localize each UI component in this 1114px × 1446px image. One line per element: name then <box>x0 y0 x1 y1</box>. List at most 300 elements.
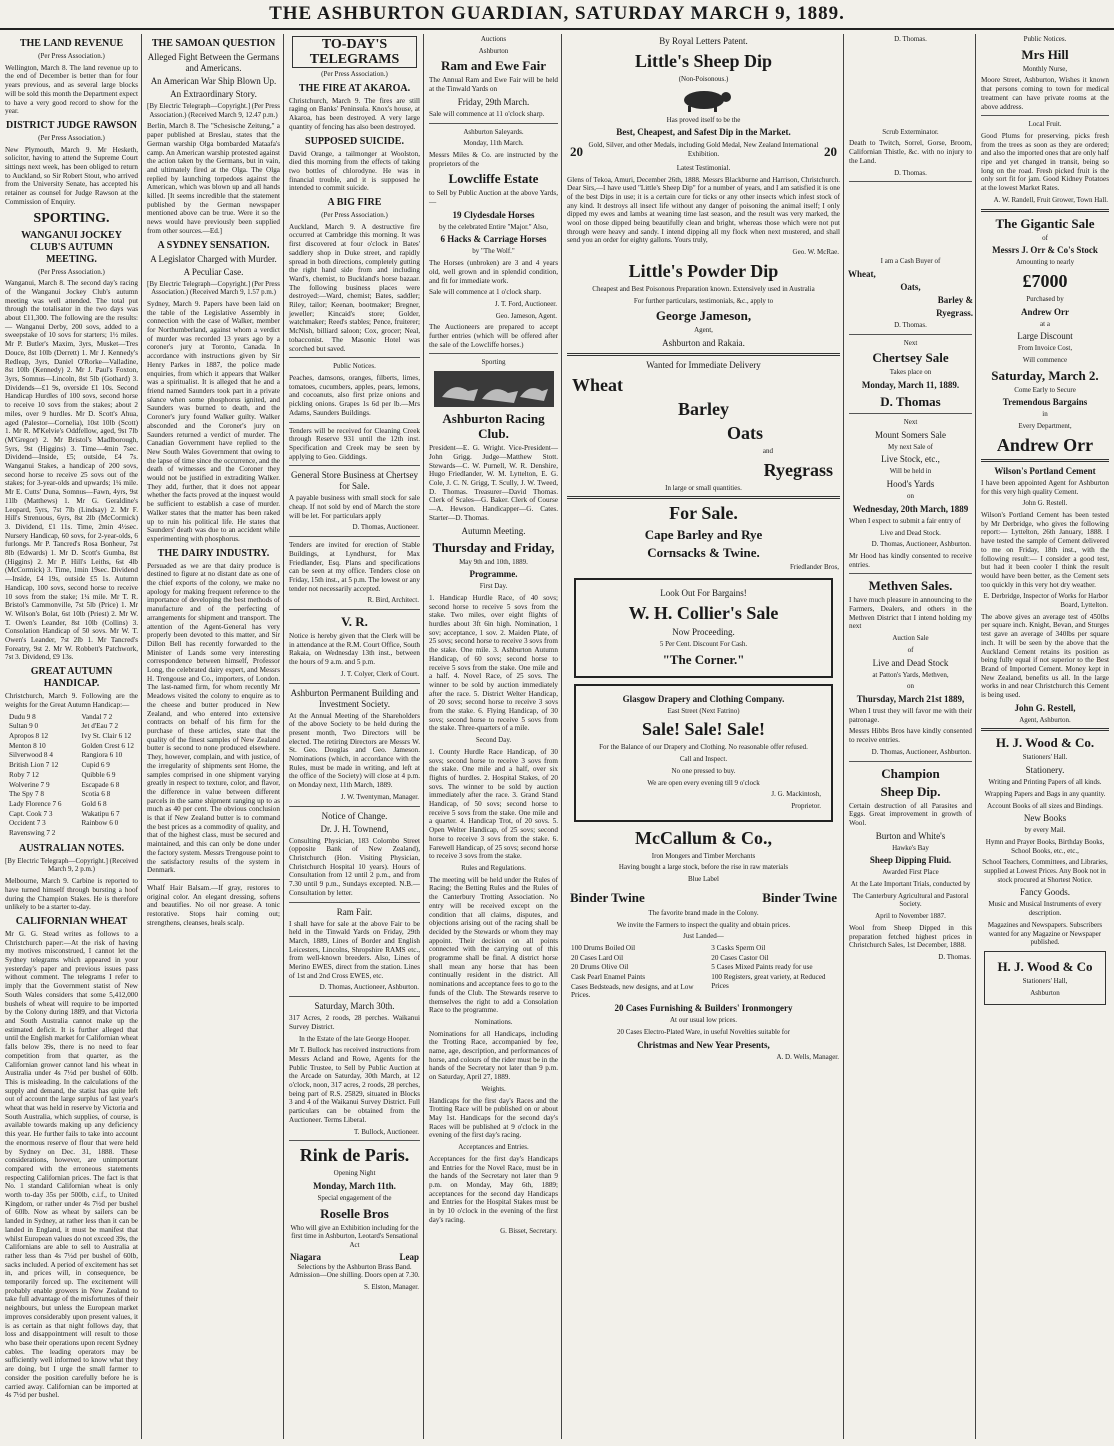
auction-of: of <box>907 645 914 654</box>
divider <box>289 683 420 684</box>
list-item: Silverwood 8 4 <box>9 751 53 760</box>
list-item: Cases Bedsteads, new designs, and at Low Prices. <box>571 982 694 1000</box>
dipping-fluid: Sheep Dipping Fluid. <box>869 855 952 866</box>
notice-text: When I trust they will favor me with their patronage. <box>849 706 972 724</box>
column-6 <box>846 34 976 1439</box>
buyer-line: I am a Cash Buyer of <box>880 257 941 266</box>
section-heading: D. Thomas. <box>894 35 927 43</box>
list-item: Rainbow 6 0 <box>81 819 119 828</box>
chertsey-heading: Chertsey Sale <box>872 350 949 366</box>
powder-dip-text: Cheapest and Best Poisonous Preparation known. Extensively used in Australia <box>592 284 815 293</box>
rink-act-right: Leap <box>399 1251 419 1262</box>
notice-text: At the Annual Meeting of the Shareholders of the above Society to be held during the present month, Two Directors will be elected. The retiring Directors are Messrs W. St. Geo. Douglas and Geo. Jameson. Nominations (which, in accordance with the Rules, must be made in writing, and left at the office of the Society) will close at 4 p.m. on Monday next, 11th March, 1889. <box>289 711 420 790</box>
weights-table <box>6 713 137 839</box>
live-stock: Live Stock, etc., <box>881 454 940 465</box>
rink-date: Monday, March 11th. <box>313 1180 396 1191</box>
californian-wheat-heading: CALIFORNIAN WHEAT <box>15 915 128 927</box>
source-note: [By Electric Telegraph—Copyright.] (Per Press Association.) (Received March 9, 12.47 p.m.) <box>147 102 280 119</box>
crop-oats: Oats <box>727 422 763 443</box>
meeting-dates: Thursday and Friday, <box>432 539 555 555</box>
stationery-heading: Stationery. <box>1025 765 1065 776</box>
notice-text: to Sell by Public Auction at the above Yards,— <box>429 189 558 207</box>
notice-text: I have been appointed Agent for Ashburton for this very high quality Cement. <box>981 478 1109 496</box>
landed-heading: Just Landed— <box>683 932 724 941</box>
list-item: British Lion 7 12 <box>9 761 59 770</box>
divider <box>289 609 420 610</box>
testimonial-heading: Latest Testimonial. <box>676 163 731 172</box>
notice-text: Mr Hood has kindly consented to receive entries. <box>849 551 972 569</box>
suicide-heading: SUPPOSED SUICIDE. <box>305 135 404 147</box>
acceptances-text: Acceptances for the first day's Handicaps and Entries for the Novel Race, must be in the hands of the Secretary not later than 9 p.m. on Monday, May 6th, 1889; acceptances for the second day Handicaps and Entries for the Hospital Stakes must be in by 10 o'clock in the evening of the first day's racing. <box>429 1154 558 1224</box>
list-item: Ivy St. Clair 6 12 <box>81 732 132 740</box>
divider <box>981 209 1109 212</box>
notice-text: Peaches, damsons, oranges, filberts, limes, tomatoes, cucumbers, apples, pears, lemons, and cocoanuts, also first prize onions and pickling onions. Grapes 1s 6d per lb.—Mrs Adams, Saunders Buildings. <box>289 373 420 417</box>
hill-role: Monthly Nurse, <box>1022 64 1068 73</box>
andrew-orr-footer: Andrew Orr <box>996 434 1094 455</box>
horse-race-engraving-icon <box>434 371 554 407</box>
notice-text: Messrs Hibbs Bros have kindly consented to receive entries. <box>849 727 972 745</box>
rink-subheading: Who will give an Exhibition including for the first time in Ashburton, Leotard's Sensational Act <box>290 1223 419 1250</box>
notice-text: A payable business with small stock for sale cheap. If not sold by end of March the store will be let. For particulars apply <box>289 494 420 520</box>
signature: Geo. W. McRae. <box>792 248 839 257</box>
list-item: Jet d'Eau 7 2 <box>81 722 119 731</box>
sheep-dip-line: Has proved itself to be the <box>666 115 741 124</box>
spacer <box>846 186 975 256</box>
signature: J. W. Twentyman, Manager. <box>340 792 419 801</box>
patent-line: By Royal Letters Patent. <box>659 36 748 46</box>
article-text: Christchurch, March 9. The fires are still raging on Banks' Peninsula. Knox's house, at Akaroa, has been destroyed. A very large quantity of fencing has also been destroyed. <box>289 96 420 131</box>
notice-date: Monday, 11th March. <box>463 139 524 148</box>
binder-twine-left: Binder Twine <box>570 889 645 905</box>
signature: J. T. Ford, Auctioneer. <box>494 299 557 308</box>
list-item: Gold 6 8 <box>81 799 107 808</box>
masthead <box>0 0 1114 30</box>
glasgow-text: For the Balance of our Drapery and Clothing. No reasonable offer refused. <box>599 743 808 752</box>
racing-club-heading: Ashburton Racing Club. <box>442 411 545 442</box>
restell-role: Agent, Ashburton. <box>1019 715 1071 724</box>
wanted-heading: Wanted for Immediate Delivery <box>646 359 761 370</box>
list-item: Sultan 9 0 <box>9 722 39 731</box>
divider <box>981 459 1109 462</box>
glasgow-inspect: Call and Inspect. <box>679 755 728 764</box>
list-item: Wakatipu 6 7 <box>81 809 120 818</box>
notice-text: I have much pleasure in announcing to the Farmers, Dealers, and others in the Methven District that I intend holding my next <box>849 596 972 631</box>
list-item: Escapade 6 8 <box>81 780 120 789</box>
notice-text: Mr T. Bullock has received instructions from Messrs Acland and Rowe, Agents for the Public Trustee, to Sell by Public Auction at the Arcade on Saturday, 30th March, at 12 o'clock, noon, 317 acres, 2 roods, 28 perches, being part of R.S. 25829, situated in Blocks 3 and 4 of the Waikanui Survey District. Full particulars can be obtained from the Auctioneer. Terms Liberal. <box>289 1046 420 1124</box>
section-heading: Sporting <box>481 358 506 367</box>
subheading: A Peculiar Case. <box>183 266 244 277</box>
crown-initials: V. R. <box>341 614 368 630</box>
source-note: [By Electric Telegraph—Copyright.] (Per Press Association.) (Received March 9, 1.57 p.m.) <box>147 279 280 297</box>
glasgow-heading: Glasgow Drapery and Clothing Company. <box>622 693 785 704</box>
wrapping-papers: Wrapping Papers and Bags in any quantity. <box>984 789 1106 798</box>
agent-name: George Jameson, <box>655 308 752 324</box>
notice-text: Good Plums for preserving, picks fresh from the trees as soon as they are ordered; and also the imported ones that are only half ripe and yet changed in transit, being so long on the road. Fresh picked fruit is the only sort fit for jam. Good Kidney Potatoes at the lowest Market Rates. <box>981 131 1109 193</box>
rink-subheading: Opening Night <box>333 1169 376 1178</box>
estate-name: Lowcliffe Estate <box>448 171 539 187</box>
sheep-dip-subheading: (Non-Poisonous.) <box>678 75 729 83</box>
rink-act <box>290 1253 419 1262</box>
source-note: (Per Press Association.) <box>38 52 105 60</box>
meeting-subheading: May 9th and 10th, 1889. <box>459 557 528 566</box>
buy-barley: Barley & <box>937 294 973 305</box>
list-item: Cupid 6 9 <box>81 761 110 770</box>
notice-text: Wool from Sheep Dipped in this preparation fetched highest prices in Christchurch Sales, 1st December, 1888. <box>849 923 972 950</box>
ram-fair-heading: Ram and Ewe Fair <box>440 58 547 74</box>
signature: E. Derbridge, Inspector of Works for Harbor Board, Lyttelton. <box>983 592 1108 610</box>
sale-banner: Sale! Sale! Sale! <box>642 719 765 740</box>
signature: D. Thomas. <box>894 320 927 329</box>
signature: D. Thomas. <box>938 952 971 961</box>
nominations-heading: Nominations. <box>474 1017 513 1026</box>
signature: J. T. Colyer, Clerk of Court. <box>340 669 419 678</box>
list-item: Wolverine 7 9 <box>9 780 50 789</box>
newspaper-title: THE ASHBURTON GUARDIAN, SATURDAY MARCH 9, 1889. <box>269 3 845 24</box>
section-heading: Public Notices. <box>1023 35 1067 43</box>
rink-performers: Roselle Bros <box>320 1205 389 1221</box>
day-heading: Second Day. <box>475 736 512 745</box>
signature: D. Thomas. <box>894 168 927 177</box>
signature: Geo. Jameson, Agent. <box>495 311 557 320</box>
article-text: Mr G. G. Stead writes as follows to a Christchurch paper:—At the risk of having my motives misconstrued, I cannot let the Sydney telegrams which appeared in your yesterday's paper and previous issues pass without comment. The telegrams I refer to imply that the Government statist of New South Wales considers that some 5,412,000 bushels of wheat will require to be imported by the Colony during 1889, and that Victoria and South Australia cannot make up the estimated deficit. It is further alleged that until the English market for Californian wheat falls below 39s, there is no need to fear competition from that quarter, as the Californian grower cannot land his wheat in Australia under 4s 7½d per bushel of 60lb. This is misleading. In the calculations of the supply and demand, the statist has quite left out of account the large surplus of last year's wheat that was held in reserve by Victoria and South Australia, which supplies, of course, is available towards making up any deficiency this year. He further fails to take into account the enormous reserve of flour that were held by Sydney on Dec. 31, 1888. These considerations, however, are unimportant compared with the erroneous statements respecting Californian prices. The fact is that No. 1 standard Californian wheat is only worth to-day 35s per 500lb, c.i.f., to United Kingdom, or rather under 4s 7½d per bushel of 60lb. Now as wheat by sailers can be landed in Sydney, at rather less than it can be landed in England, it must be manifest that whilst European values do not exceed 39s, the Californians are able to sell to Australia at rather less than 4s 7½d per bushel of 60lb, sacks included. A period of excitement has set in, and prices will, in consequence, be temporarily forced up. The excitement will probably enable growers in New Zealand to take full advantage of the misfortunes of their neighbours, but unless the European market improves considerably upon present values, it is as certain as that night follows day, that loss and disappointment will result to those who base their operations upon recent Sydney cables. The leading operators may be sufficiently well informed to know what they are doing, but I urge the small farmer to consider the position carefully before he is carried away. Californian can be imported at 4s 7½d per bushel. <box>5 929 138 1400</box>
every-mail: by every Mail. <box>1024 826 1066 835</box>
cornsacks: Cornsacks & Twine. <box>647 545 760 561</box>
divider <box>849 761 972 762</box>
meeting-heading: Autumn Meeting. <box>461 525 526 536</box>
for-sale-heading: For Sale. <box>669 503 738 524</box>
column-3 <box>286 34 424 1439</box>
column-1 <box>2 34 142 1439</box>
notice-text: 317 Acres, 2 roods, 28 perches. Waikanui Survey District. <box>289 1014 420 1031</box>
divider <box>849 181 972 182</box>
article-text: Berlin, March 8. The "Schesische Zeitung," a paper published at Breslau, states that the German warship Olga bombarded Mataafa's camp. An American warship protested against the action taken by the Germans, but in vain, and ultimately fired at the Olga. The Olga replied by launching torpedoes against the American, which was blown up and all hands killed. [It seems incredible that the statement published by the German newspaper mentioned above can be true. Were it so the news would have previously been supplied from other sources.—Ed.] <box>147 122 280 235</box>
notice-text: The above gives an average test of 450lbs per square inch. Knight, Bevan, and Sturges test gave an average of 340lbs per square inch. It will be seen by the above that the Auckland Cement retains its position as being fully equal if not superior to the Best Brand of Imported Cement. Money kept in New Zealand, benefits us all. In the large works in and near Christchurch this Cement is being used. <box>981 612 1109 700</box>
subheading: Alleged Fight Between the Germans and Americans. <box>147 52 280 73</box>
wood-heading: H. J. Wood & Co. <box>995 735 1095 751</box>
akaroa-heading: THE FIRE AT AKAROA. <box>298 82 411 94</box>
rink-heading: Rink de Paris. <box>299 1145 410 1166</box>
divider <box>289 422 420 423</box>
nominations-text: Nominations for all Handicaps, including the Trotting Race, accompanied by fee, name, age, description, and performances of horse, and colours of the rider must be in the hands of the Secretary not later than 9 p.m. on Saturday, April 27, 1889. <box>429 1029 558 1082</box>
auction-on: on <box>907 682 914 691</box>
blue-label: Blue Label <box>688 875 719 884</box>
rules-heading: Rules and Regulations. <box>461 864 526 872</box>
collier-sale-heading: W. H. Collier's Sale <box>628 603 779 624</box>
conjunction: and <box>762 446 773 455</box>
section-heading: Public Notices. <box>333 362 376 371</box>
notice-text: Moore Street, Ashburton, Wishes it known that persons coming to town for medical treatment can have private rooms at the above address. <box>981 76 1109 111</box>
rink-subheading: Special engagement of the <box>317 1193 392 1202</box>
wood-footer: H. J. Wood & Co <box>997 959 1093 974</box>
notice-heading: Notice of Change. <box>321 810 388 821</box>
crop-wheat: Wheat <box>572 374 623 395</box>
collier-discount: 5 Per Cent. Discount For Cash. <box>659 640 748 649</box>
magazines-line: Magazines and Newspapers. Subscribers wanted for any Magazine or Newspaper published. <box>987 920 1103 947</box>
auction-live: Live and Dead Stock <box>872 657 949 668</box>
divider <box>289 806 420 807</box>
signature: S. Elston, Manager. <box>363 1282 419 1291</box>
notice-heading: Ashburton Permanent Building and Investment Society. <box>290 687 419 709</box>
column-2 <box>144 34 284 1439</box>
glasgow-open: We are open every evening till 9 o'clock <box>647 778 760 787</box>
weights-right-list <box>78 713 137 839</box>
divider <box>567 353 840 356</box>
signature: A. W. Randell, Fruit Grower, Town Hall. <box>993 195 1108 204</box>
live-dead: Live and Dead Stock. <box>880 528 941 537</box>
hill-heading: Mrs Hill <box>1021 46 1069 62</box>
chertsey-date: Monday, March 11, 1889. <box>861 380 960 391</box>
usual-prices: At our usual low prices. <box>669 1016 738 1025</box>
notice-heading: General Store Business at Chertsey for Sale. <box>291 470 418 492</box>
judge-rawson-heading: DISTRICT JUDGE RAWSON <box>6 119 137 131</box>
held-line: Will be held in <box>889 467 932 476</box>
notice-text: I shall have for sale at the above Fair to be held in the Tinwald Yards on Friday, 29th March, 1889, Lines of Border and English Leicesters, Lincolns, Shropshire RAMS etc., from well-known breeders. Also, Lines of Merino EWES, direct from the station. Lines of 1st and 2nd Cross EWES, etc. <box>289 919 420 980</box>
binder-twine-right: Binder Twine <box>762 889 837 905</box>
programme-text: 1. County Hurdle Race Handicap, of 30 sovs; second horse to receive 3 sovs from the stake. One mile and a half, over six flights of hurdles. 2. Hospital Stakes, of 20 sovs. The winner to be sold by auction immediately after the race. 3. Grand Stand Handicap, of 50 sovs; second horse to receive 5 sovs from the stake. One mile and a quarter. 4. Handicap Trot, of 20 sovs. 5. Open Welter Handicap, of 25 sovs; second horse to receive 3 sovs from the stake. 6. Farewell Handicap, of 25 sovs; second horse to receive 3 sovs from the stake. <box>429 747 558 861</box>
signature-role: Proprietor. <box>791 801 821 810</box>
amounting-line: Amounting to nearly <box>1015 258 1075 267</box>
notice-text: The Horses (unbroken) are 3 and 4 years old, well grown and in splendid condition, and fit for immediate work. <box>429 259 558 285</box>
list-item: Occident 7 3 <box>9 819 46 828</box>
stationers-hall: Stationers' Hall. <box>1022 753 1068 762</box>
cape-barley: Cape Barley and Rye <box>644 527 763 543</box>
notice-text: Wilson's Portland Cement has been tested by Mr Derbridge, who gives the following report:— Lyttelton, 26th January, 1888. I have tested the sample of Cement delivered to me on Friday, 18th inst., with the following result:— I consider a good test, but had it been cooler I think the result would have been better, as the Cement sets too quickly in this very hot dry weather. <box>981 510 1109 589</box>
orr-stock: Messrs J. Orr & Co's Stock <box>992 245 1098 256</box>
hymn-books: Hymn and Prayer Books, Birthday Books, School Books, etc., etc., <box>985 837 1105 855</box>
hoods-yards: Hood's Yards <box>886 479 935 490</box>
school-line: School Teachers, Committees, and Libraries, supplied at Lowest Prices. Any Book not in stock procured at Shortest Notice. <box>982 858 1108 884</box>
restell-name: John G. Restell, <box>1014 702 1076 713</box>
list-item: Scotia 6 8 <box>81 790 111 799</box>
cement-heading: Wilson's Portland Cement <box>994 465 1096 476</box>
telegrams-heading: TO-DAY'S TELEGRAMS <box>292 36 417 68</box>
land-revenue-heading: THE LAND REVENUE <box>19 38 124 49</box>
weights-left-list <box>6 713 65 839</box>
divider <box>849 573 972 574</box>
subheading: An Extraordinary Story. <box>170 89 257 99</box>
wood-footer-box <box>984 951 1106 1005</box>
lot-heading: 19 Clydesdale Horses <box>452 209 535 220</box>
section-heading: Auctions <box>480 35 507 43</box>
list-item: 5 Cases Mixed Paints ready for use <box>711 963 813 972</box>
notice-text: The Annual Ram and Ewe Fair will be held at the Tinwald Yards on <box>429 76 558 94</box>
notice-text: Tenders will be received for Cleaning Creek through Reserve 931 until the 12th inst. Specification and Creek may be seen by applying to Geo. Giddings. <box>289 426 420 461</box>
notice-heading: Saturday, March 30th. <box>314 1001 395 1012</box>
notice-text: President—E. G. Wright. Vice-President—John Grigg. Judge—Matthew Stott. Stewards—C. W. Purnell, W. R. Denshire, Hugo Friedlander, W. M. Lyttelton, E. G. Cole, J. C. N. Grigg, T. Scully, J. W. Tweed, D. Thomas. Treasurer—David Thomas. Clerk of Scales—G. Baker. Clerk of Course—A. Hewson. Handicapper—G. Cates. Starter—D. Thomas. <box>429 444 558 522</box>
commence-line: Will commence <box>1022 356 1068 365</box>
list-item: Apropos 8 12 <box>9 732 49 740</box>
divider <box>849 413 972 414</box>
quantity-note: In large or small quantities. <box>665 483 742 492</box>
acceptances-heading: Acceptances and Entries. <box>458 1143 529 1152</box>
subheading: An American War Ship Blown Up. <box>150 76 277 86</box>
buy-ryegrass: Ryegrass. <box>936 307 973 318</box>
sheep-dip-heading: Sheep Dip. <box>880 783 941 799</box>
list-item: Menton 8 10 <box>9 741 46 750</box>
notice-heading: Ram Fair. <box>336 906 373 917</box>
signature: D. Thomas, Auctioneer. <box>352 523 419 532</box>
thursday-date: Thursday, March 21st 1889, <box>856 693 965 704</box>
notice-text: Death to Twitch, Sorrel, Gorse, Broom, Californian Thistle, &c. with no injury to the Land. <box>849 139 972 165</box>
lookout-line: Look Out For Bargains! <box>660 588 747 599</box>
divider <box>289 465 420 466</box>
notice-heading: Ashburton Saleyards. <box>463 127 524 136</box>
every-department: Every Department, <box>1018 422 1072 431</box>
agent-role: Agent, <box>694 326 713 335</box>
stationers-footer: Stationers' Hall, <box>1022 977 1068 985</box>
andrew-orr: Andrew Orr <box>1020 306 1070 317</box>
at-a-line: at a <box>1040 319 1050 328</box>
article-text: Christchurch, March 9. Following are the weights for the Great Autumn Handicap:— <box>5 692 138 709</box>
scrub-heading: Scrub Exterminator. <box>882 127 939 136</box>
signature: G. Bisset, Secretary. <box>500 1227 557 1236</box>
saturday-date: Saturday, March 2. <box>991 367 1099 383</box>
of-line: of <box>1042 233 1048 242</box>
list-item: 100 Drums Boiled Oil <box>571 943 636 952</box>
samoan-heading: THE SAMOAN QUESTION <box>151 38 276 49</box>
list-item: Vandal 7 2 <box>81 712 113 721</box>
lot-note: by the celebrated Entire "Major." Also, <box>439 222 548 231</box>
binder-subheading: The favorite brand made in the Colony. <box>648 908 759 917</box>
article-text: New Plymouth, March 9. Mr Hesketh, solicitor, having to attend the Supreme Court sittings next week, has been obliged to return to Auckland, so Sir Robert Stout, who arrived from the University Senate, has accepted his retainer as counsel for Judge Rawson at the Commission of Enquiry. <box>5 145 138 206</box>
ashburton-footer: Ashburton <box>1030 988 1060 997</box>
in-line: in <box>1042 410 1048 419</box>
early-line: Come Early to Secure <box>1014 385 1076 394</box>
list-item: Golden Crest 6 12 <box>81 741 134 750</box>
list-item: 20 Cases Lard Oil <box>571 953 624 962</box>
signature: Friedlander Bros, <box>790 563 839 572</box>
glasgow-pressed: No one pressed to buy. <box>671 766 736 775</box>
notice-text: Certain destruction of all Parasites and Eggs. Great improvement in growth of Wool. <box>849 801 972 827</box>
australian-notes-heading: AUSTRALIAN NOTES. <box>18 842 125 854</box>
notice-heading: Dr. J. H. Townend, <box>320 823 389 834</box>
mount-sub: My next Sale of <box>888 442 933 451</box>
article-text: David Orange, a tailmonger at Woolston, died this morning from the effects of taking two bottles of chlorodyne. He was in financial trouble, and it is supposed he intended to commit suicide. <box>289 149 420 193</box>
awarded-line: Awarded First Place <box>882 868 939 877</box>
lot-note: by "The Wolf." <box>472 247 515 256</box>
day-heading: First Day. <box>479 582 508 591</box>
powder-dip-note: For further particulars, testimonials, &c., apply to <box>633 296 774 305</box>
champion-heading: Champion <box>881 765 940 781</box>
list-item: Roby 7 12 <box>9 770 39 779</box>
article-text: Wanganui, March 8. The second day's racing of the Wanganui Jockey Club's autumn meeting was well attended. The total put through the totalisator in the two days was about £11,300. The following are the results:— Wanganui Derby, 200 sovs, added to a sweepstake of 10 sovs for starters; 1½ miles. Mr P. Butler's Maxim, 3yrs, Musket—Tres Douce, 8st 10lb (Derrett) 1. Mr J. Kennedy's Redleap, 3yrs, Daniel O'Rorke—Valladine, 8st 10lb (Kennedy) 2. Mr J. Paul's Foxton, 3yrs, Somnus—Lincoln, 8st 5lb (Gothard) 3. Dividends—£1 9s, overside £1 10s. Second Handicap Hurdles of 100 sovs, second horse to receive 10 sovs from the stakes; about 2 miles, over 9 hurdles. Mr D. Scott's Ahua, aged (Palestor—Cornelia), 10st 10lb (Scott) 1. Mr R. M'Kelvie's Oddfellow, aged, 9st 7lb (M'Gregor) 2. Mr Bristol's Madlborough, 5yrs, 9st (Higgins) 3. Time—4min 7sec. Dividend—Inside, £5; outside, £4 7s. Wanganui Stakes, a handicap of 200 sovs, second horse to receive 25 sovs out of the stakes; for 3-year-olds and upwards; 1¼ mile. Mr E. Cutts' Duna, Somnus—Fawn, 4yrs, 9st 11lb (Matthews) 1. Mr G. Geraldine's Leopard, 5yrs, 7st 7lb (Lindsay) 2. Mr F. Hill's Strenuous, 6yrs, 8st 2lb (McCormick) 3. Dividend, £1 11s. Time, 2min 4½sec. Nursery Handicap, 60 sovs, for 2-year-olds, 6 furlongs. Mr P. Tancred's Rosa Bonheur, 7st 8lb (Edwards) 1. Mr D. Scott's Gumba, 8st (Higgins) 2. Mr P. Hill's Leiths, 6st 4lb (McCormick) 3. Time, 1min 19sec. Dividend—Inside, £4 19s, outside £5 1s. Autumn Handicap, 100 sovs, second horse to receive 10 sovs from the stake; 1¼ mile. Mr T. R. Bristol's Cammonville, 7st 5lb (Price) 1. Mr W. Wilson's Bolat, 6st 10lb (Priest) 2. Mr W. T. Owen's Leander, 8st 10lb (Collins) 3. Consolation Handicap of 50 sovs. Mr W. T. Owen's Leander, 7st 2lb 1. Mr Tancred's Foreatry, 9st 2. Mr W. Robbett's Patchwork, 7st 3. Dividend, £9 13s. <box>5 279 138 662</box>
next-line: Next <box>903 418 918 427</box>
amount: £7000 <box>1022 270 1068 291</box>
association-line: The Canterbury Agricultural and Pastoral Society. <box>852 891 969 909</box>
source-note: (Per Press Association.) <box>38 267 105 276</box>
rules-text: The meeting will be held under the Rules of Racing; the Betting Rules and the Rules of the Canterbury Trotting Association. No entry will be received except on the condition that all claims, disputes, and objections arising out of the racing shall be decided by the Stewards or whom they may appoint. Their decision on all points connected with the carrying out of this programme shall be final. A district horse shall mean any horse that has been continually resident in the district. All nominations and acceptance fees to go to the funds of the Club. The Stewards reserve to themselves the right to add a Consolation Race to the programme. <box>429 875 558 1015</box>
article-text: Auckland, March 9. A destructive fire occurred at Cambridge this morning. It was first discovered at four o'clock in Bates' saddlery shop in Duke street, and rapidly spread in both directions, completely gutting the right hand side from and including Ward's, chemist, to Buckland's horse bazaar. The following business places were destroyed:—Ward, chemist; Bates, saddler; Riley, tailor; Keenan, bootmaker; Bregner, jeweller; Kincaid's store; Golder, watchmaker; Reed's stables; Pence, fruiterer; McNish, billiard saloon; Cox, grocer; Neal, tobacconist. The Masonic Hotel was scorched but saved. <box>289 222 420 353</box>
medal-count-left: 20 <box>570 143 583 159</box>
divider <box>147 879 280 880</box>
fruit-heading: Local Fruit. <box>1028 120 1062 129</box>
notice-text: Messrs Miles & Co. are instructed by the proprietors of the <box>429 150 558 168</box>
signature: A. D. Wells, Manager. <box>776 1052 839 1061</box>
rink-details: Selections by the Ashburton Brass Band. Admission—One shilling. Doors open at 7.30. <box>289 1262 420 1280</box>
hawkes-bay: Hawke's Bay <box>892 843 929 852</box>
divider <box>289 1140 420 1141</box>
list-item: Ravenswing 7 2 <box>9 829 56 838</box>
divider <box>849 334 972 335</box>
mccallum-intro: Having bought a large stock, before the rise in raw materials <box>618 863 789 872</box>
sheep-dip-heading: Little's Sheep Dip <box>634 51 772 71</box>
divider <box>289 536 420 537</box>
programme-heading: Programme. <box>469 569 518 580</box>
sheep-icon <box>674 88 734 112</box>
signature: John G. Restell. <box>1022 499 1068 508</box>
sporting-heading: SPORTING. <box>33 210 110 226</box>
list-item: Rangiora 6 10 <box>81 751 123 760</box>
spacer <box>846 47 975 127</box>
crop-ryegrass: Ryegrass <box>763 459 833 480</box>
list-item: Cask Pearl Enamel Paints <box>571 973 646 982</box>
account-books: Account Books of all sizes and Bindings. <box>987 801 1103 810</box>
april-line: April to November 1887. <box>875 912 946 921</box>
large-discount: Large Discount <box>1017 331 1073 342</box>
ram-fair-date: Friday, 29th March. <box>457 96 530 107</box>
divider <box>289 902 420 903</box>
divider <box>567 496 840 499</box>
subheading: A Legislator Charged with Murder. <box>150 253 277 264</box>
signature: T. Bullock, Auctioneer. <box>354 1127 419 1136</box>
column-4 <box>426 34 562 1439</box>
notice-text: When I expect to submit a fair entry of <box>849 516 961 525</box>
notice-text: Sale will commence at 1 o'clock sharp. <box>429 288 542 297</box>
list-item: 100 Registers, great variety, at Reduced Prices <box>711 973 826 990</box>
testimonial-text: Glens of Tekoa, Amuri, December 26th, 1888. Messrs Blackburne and Harrison, Christchurch. Dear Sirs,—I have used "Little's Sheep Dip" for a number of years, and I am satisfied it is one of the best Dips in use; it is a certain cure for ticks or any other insects which infest stock of any kind. It destroys all insect life without any danger of poisoning the animal itself; I only dipped my ewes and lambs at weaning time last season, and the result was very marked, the wool on those dipped being beautifully clean and bright, whereas those which were not put through were heavy and sandy. I intend dipping all my flock when next mustered, and shall send you an order for eighty gallons. Yours truly, <box>567 175 840 245</box>
sydney-heading: A SYDNEY SENSATION. <box>157 239 270 251</box>
takes-place-line: Takes place on <box>889 368 932 377</box>
welcome-line: We invite the Farmers to inspect the quality and obtain prices. <box>616 920 791 929</box>
big-fire-heading: A BIG FIRE <box>327 197 382 209</box>
divider <box>289 996 420 997</box>
column-7 <box>978 34 1112 1439</box>
buy-oats: Oats, <box>900 281 921 292</box>
landed-left-list <box>568 944 708 1001</box>
landed-right-list <box>708 944 839 1001</box>
powder-dip-heading: Little's Powder Dip <box>628 260 779 281</box>
wjc-heading: WANGANUI JOCKEY CLUB'S AUTUMN MEETING. <box>21 229 122 265</box>
article-text: Wellington, March 8. The land revenue up to the end of December is better than for four years previous, and as several large blocks will be sold this month the Department expect to have a very good record to show for the year. <box>5 63 138 116</box>
sheep-dip-claim: Best, Cheapest, and Safest Dip in the Market. <box>616 127 791 138</box>
source-note: (Per Press Association.) <box>321 211 388 220</box>
invoice-line: From Invoice Cost, <box>1017 344 1073 353</box>
auction-line: Auction Sale <box>892 634 929 643</box>
crop-barley: Barley <box>678 398 729 419</box>
music-line: Music and Musical Instruments of every description. <box>988 900 1102 918</box>
thomas-name: D. Thomas <box>880 394 941 410</box>
next-line: Next <box>903 338 918 347</box>
lot-heading: 6 Hacks & Carriage Horses <box>440 234 547 245</box>
list-item: Lady Florence 7 6 <box>9 799 62 808</box>
column-5 <box>564 34 844 1439</box>
auction-at: at Patton's Yards, Methven, <box>872 670 949 679</box>
divider <box>981 115 1109 116</box>
notice-subheading: In the Estate of the late George Hooper. <box>298 1034 411 1043</box>
article-text: Melbourne, March 9. Carbine is reported to have turned himself through bursting a hoof during the Champion Stakes. He is therefore unlikely to be a starter to-day. <box>5 877 138 912</box>
medals-row <box>568 140 839 161</box>
glasgow-sale-box <box>574 684 833 822</box>
medals-text: Gold, Silver, and other Medals, including Gold Medal, New Zealand International Exhibition. <box>588 141 819 159</box>
notice-text: The Auctioneers are prepared to accept further entries (which will be offered after the sale of the Lowcliffe horses.) <box>429 323 558 349</box>
landed-table <box>568 944 839 1001</box>
divider <box>429 353 558 354</box>
bargains-line: Tremendous Bargains <box>1002 397 1088 408</box>
mccallum-heading: McCallum & Co., <box>635 827 772 848</box>
weights-heading: Weights. <box>481 1084 506 1093</box>
burton-white: Burton and White's <box>875 830 946 841</box>
article-text: Persuaded as we are that dairy produce is destined to figure at no distant date as one of the chief exports of the colony, we make no apology for making frequent reference to the importance of developing the best methods of manufacture and of the perfecting of arrangements for shipment and transport. The attention of the Agent-General has very properly been devoted to this matter, and Sir Dillon Bell has recently forwarded to the Minister of Lands some very interesting correspondence between himself, Professor Long, the celebrated dairy expert, and Messrs H. Trengouse and Co., importers, of London. The last-named firm, for whom recently Mr Meadows visited the colony to enquire as to the cheese and butter produced in New Zealand, and who entered into extensive contracts on behalf of his firm for the purchase of these articles, state that the quality of the finest samples of New Zealand butter is second to none produced elsewhere. They, however, complain, and with justice, of the irregularity of shipments sent Home, the samples comprised in one shipment varying greatly in respect to texture, color, and flavor, the difference in value between different parcels in the same shipment ranging up to as much as 40 per cent. The obvious conclusion is that if New Zealand butter is to command the best prices as a commodity of quality, and that of the highest class, must be secured and maintained, and this can only be done under the factory system. Messrs Trengouse point to the satisfactory results of the system in Denmark. <box>147 561 280 875</box>
